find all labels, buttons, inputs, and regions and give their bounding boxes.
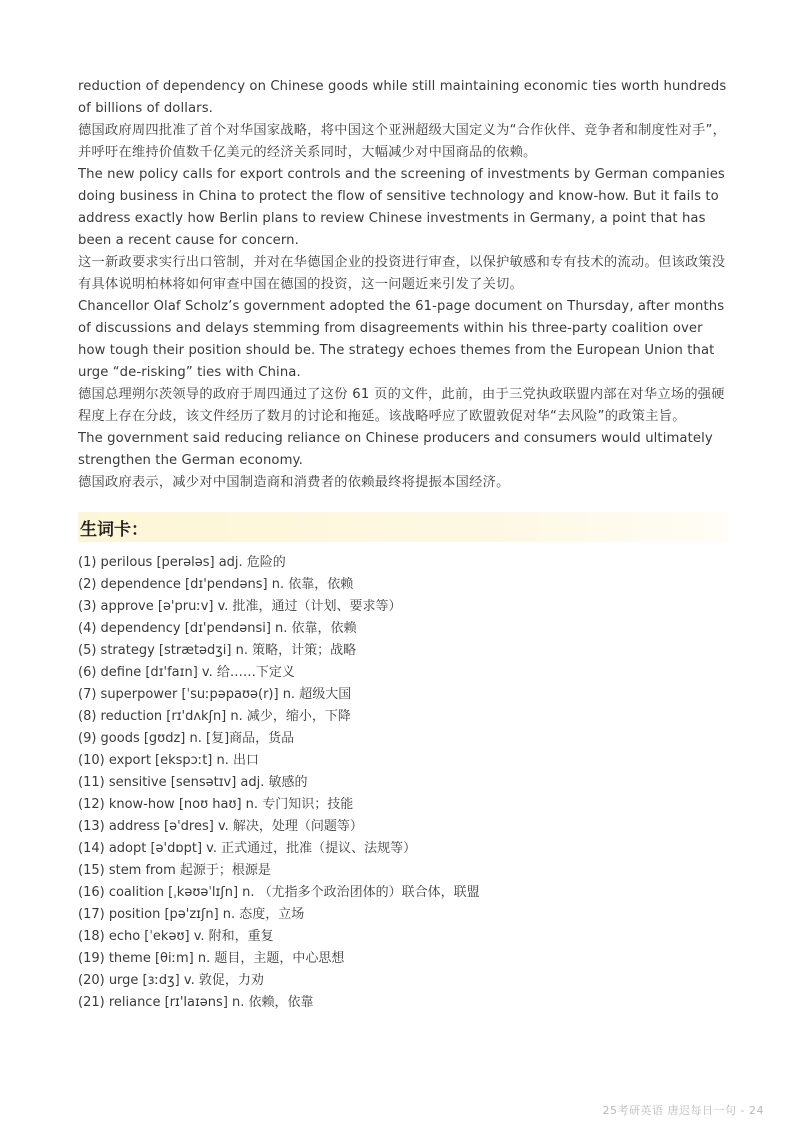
vocab-item: (4) dependency [dɪ'pendənsi] n. 依靠，依赖	[78, 621, 357, 636]
vocab-item: (20) urge [ɜːdʒ] v. 敦促，力劝	[78, 973, 264, 988]
vocab-item: (17) position [pə'zɪʃn] n. 态度，立场	[78, 907, 305, 922]
paragraph-en: The government said reducing reliance on Chinese producers and consumers would ultimately strengthen the German economy.	[78, 431, 713, 468]
vocab-section-title	[78, 512, 728, 542]
vocab-item: (16) coalition [ˌkəʊəˈlɪʃn] n. （尤指多个政治团体的）联合体，联盟	[78, 885, 480, 900]
paragraph-en: reduction of dependency on Chinese goods while still maintaining economic ties worth hundreds of billions of dollars.	[78, 79, 727, 116]
page-footer: 25考研英语 唐迟每日一句 - 24	[602, 1104, 764, 1117]
vocab-item: (3) approve [ə'pruːv] v. 批准，通过（计划、要求等）	[78, 599, 402, 614]
vocab-item: (12) know-how [noʊ haʊ] n. 专门知识；技能	[78, 797, 354, 812]
vocab-item: (6) define [dɪ'faɪn] v. 给……下定义	[78, 665, 295, 680]
vocab-item: (15) stem from 起源于；根源是	[78, 863, 271, 878]
vocab-item: (8) reduction [rɪ'dʌkʃn] n. 减少，缩小，下降	[78, 709, 351, 724]
vocab-item: (1) perilous [perələs] adj. 危险的	[78, 555, 286, 570]
vocab-item: (2) dependence [dɪ'pendəns] n. 依靠，依赖	[78, 577, 354, 592]
paragraph-zh: 德国政府表示，减少对中国制造商和消费者的依赖最终将提振本国经济。	[78, 475, 510, 490]
paragraph-zh: 德国政府周四批准了首个对华国家战略，将中国这个亚洲超级大国定义为“合作伙伴、竞争者和制度性对手”，并呼吁在维持价值数千亿美元的经济关系同时，大幅减少对中国商品的依赖。	[78, 123, 727, 160]
article-text	[78, 76, 728, 494]
vocab-item: (18) echo [ˈekəʊ] v. 附和，重复	[78, 929, 274, 944]
vocab-item: (19) theme [θiːm] n. 题目，主题，中心思想	[78, 951, 345, 966]
page-content	[78, 76, 728, 1030]
paragraph-zh: 这一新政要求实行出口管制，并对在华德国企业的投资进行审查，以保护敏感和专有技术的流动。但该政策没有具体说明柏林将如何审查中国在德国的投资，这一问题近来引发了关切。	[78, 255, 726, 292]
vocab-item: (10) export [ekspɔːt] n. 出口	[78, 753, 260, 768]
vocab-item: (5) strategy [strætədʒi] n. 策略，计策；战略	[78, 643, 357, 658]
vocab-list	[78, 552, 728, 1014]
vocab-item: (21) reliance [rɪ'laɪəns] n. 依赖，依靠	[78, 995, 314, 1010]
vocab-item: (7) superpower [ˈsuːpəpaʊə(r)] n. 超级大国	[78, 687, 352, 702]
vocab-item: (13) address [ə'dres] v. 解决，处理（问题等）	[78, 819, 363, 834]
vocab-item: (14) adopt [ə'dɒpt] v. 正式通过，批准（提议、法规等）	[78, 841, 417, 856]
vocab-item: (11) sensitive [sensətɪv] adj. 敏感的	[78, 775, 308, 790]
paragraph-zh: 德国总理朔尔茨领导的政府于周四通过了这份 61 页的文件，此前，由于三党执政联盟内部在对华立场的强硬程度上存在分歧，该文件经历了数月的讨论和拖延。该战略呼应了欧盟敦促对华“去风险”的政策主旨。	[78, 387, 725, 424]
vocab-item: (9) goods [gʊdz] n. [复]商品，货品	[78, 731, 295, 746]
section-title-text: 生词卡：	[80, 519, 148, 540]
paragraph-en: Chancellor Olaf Scholz’s government adopted the 61-page document on Thursday, after months of discussions and delays stemming from disagreements within his three-party coalition over how tough their position should be. The strategy echoes themes from the European Union that urge “de-risking” ties with China.	[78, 299, 725, 380]
paragraph-en: The new policy calls for export controls and the screening of investments by German companies doing business in China to protect the flow of sensitive technology and know-how. But it fails to address exactly how Berlin plans to review Chinese investments in Germany, a point that has been a recent cause for concern.	[78, 167, 725, 248]
